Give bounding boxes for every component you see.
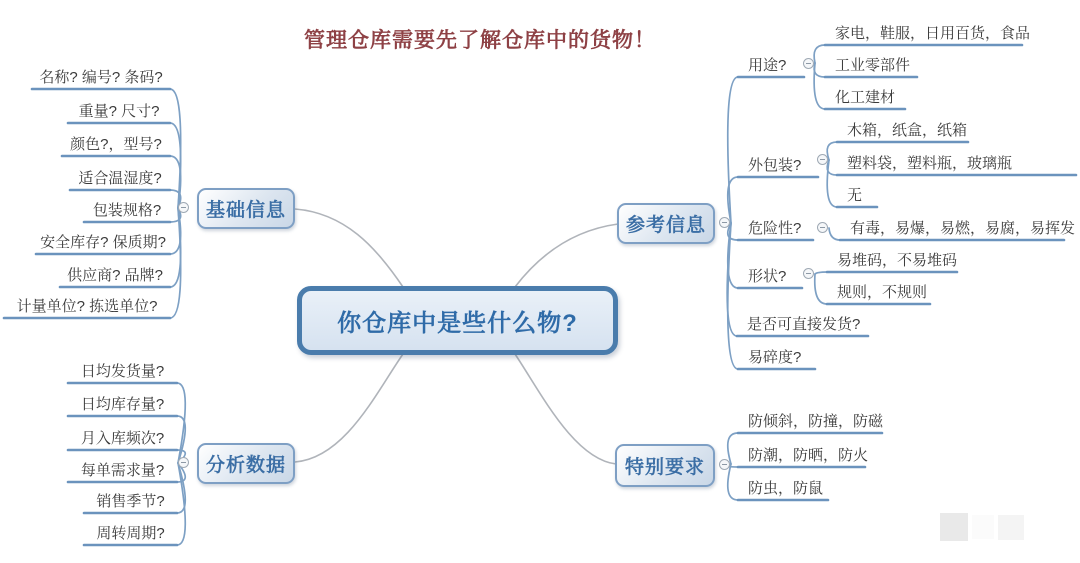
leaf-item[interactable]: 化工建材 bbox=[835, 89, 896, 106]
leaf-item[interactable]: 外包装? bbox=[748, 157, 802, 174]
watermark bbox=[940, 513, 968, 541]
leaf-item[interactable]: 是否可直接发货? bbox=[747, 316, 861, 333]
leaf-item[interactable]: 家电，鞋服，日用百货，食品 bbox=[835, 25, 1031, 42]
leaf-item[interactable]: 木箱，纸盒，纸箱 bbox=[847, 122, 968, 139]
collapse-icon[interactable] bbox=[178, 457, 189, 468]
central-topic[interactable]: 你仓库中是些什么物? bbox=[297, 286, 618, 355]
leaf-item[interactable]: 形状? bbox=[748, 268, 787, 285]
branch-basic-info[interactable]: 基础信息 bbox=[197, 188, 295, 229]
leaf-item[interactable]: 月入库频次? bbox=[80, 430, 165, 447]
leaf-item[interactable]: 安全库存? 保质期? bbox=[40, 234, 166, 251]
collapse-icon[interactable] bbox=[719, 217, 730, 228]
leaf-item[interactable]: 塑料袋，塑料瓶，玻璃瓶 bbox=[847, 155, 1013, 172]
leaf-item[interactable]: 周转周期? bbox=[96, 525, 165, 542]
watermark bbox=[972, 515, 994, 539]
branch-special-requirements[interactable]: 特别要求 bbox=[615, 444, 715, 487]
leaf-item[interactable]: 易碎度? bbox=[748, 349, 802, 366]
leaf-item[interactable]: 每单需求量? bbox=[80, 462, 165, 479]
leaf-item[interactable]: 供应商? 品牌? bbox=[67, 267, 163, 284]
branch-reference-info[interactable]: 参考信息 bbox=[617, 203, 715, 244]
leaf-item[interactable]: 规则，不规则 bbox=[837, 284, 928, 301]
leaf-item[interactable]: 包装规格? bbox=[92, 202, 162, 219]
leaf-item[interactable]: 颜色?，型号? bbox=[70, 136, 162, 153]
leaf-item[interactable]: 防虫，防鼠 bbox=[748, 480, 824, 497]
leaf-item[interactable]: 工业零部件 bbox=[835, 57, 911, 74]
collapse-icon[interactable] bbox=[719, 459, 730, 470]
watermark bbox=[998, 515, 1024, 540]
leaf-item[interactable]: 适合温湿度? bbox=[78, 170, 162, 187]
leaf-item[interactable]: 有毒，易爆，易燃，易腐，易挥发 bbox=[850, 220, 1076, 237]
map-title: 管理仓库需要先了解仓库中的货物！ bbox=[304, 29, 656, 52]
leaf-item[interactable]: 名称? 编号? 条码? bbox=[39, 69, 163, 86]
collapse-icon[interactable] bbox=[817, 222, 828, 233]
leaf-item[interactable]: 防倾斜，防撞，防磁 bbox=[748, 413, 884, 430]
collapse-icon[interactable] bbox=[178, 202, 189, 213]
leaf-item[interactable]: 销售季节? bbox=[96, 493, 165, 510]
leaf-item[interactable]: 日均发货量? bbox=[80, 363, 165, 380]
leaf-item[interactable]: 计量单位? 拣选单位? bbox=[16, 298, 158, 315]
leaf-item[interactable]: 易堆码，不易堆码 bbox=[837, 252, 958, 269]
leaf-item[interactable]: 用途? bbox=[748, 57, 787, 74]
leaf-item[interactable]: 危险性? bbox=[748, 220, 802, 237]
leaf-item[interactable]: 重量? 尺寸? bbox=[78, 103, 160, 120]
leaf-item[interactable]: 无 bbox=[847, 187, 863, 204]
leaf-item[interactable]: 防潮，防晒，防火 bbox=[748, 447, 869, 464]
branch-analysis-data[interactable]: 分析数据 bbox=[197, 443, 295, 484]
leaf-item[interactable]: 日均库存量? bbox=[80, 396, 165, 413]
